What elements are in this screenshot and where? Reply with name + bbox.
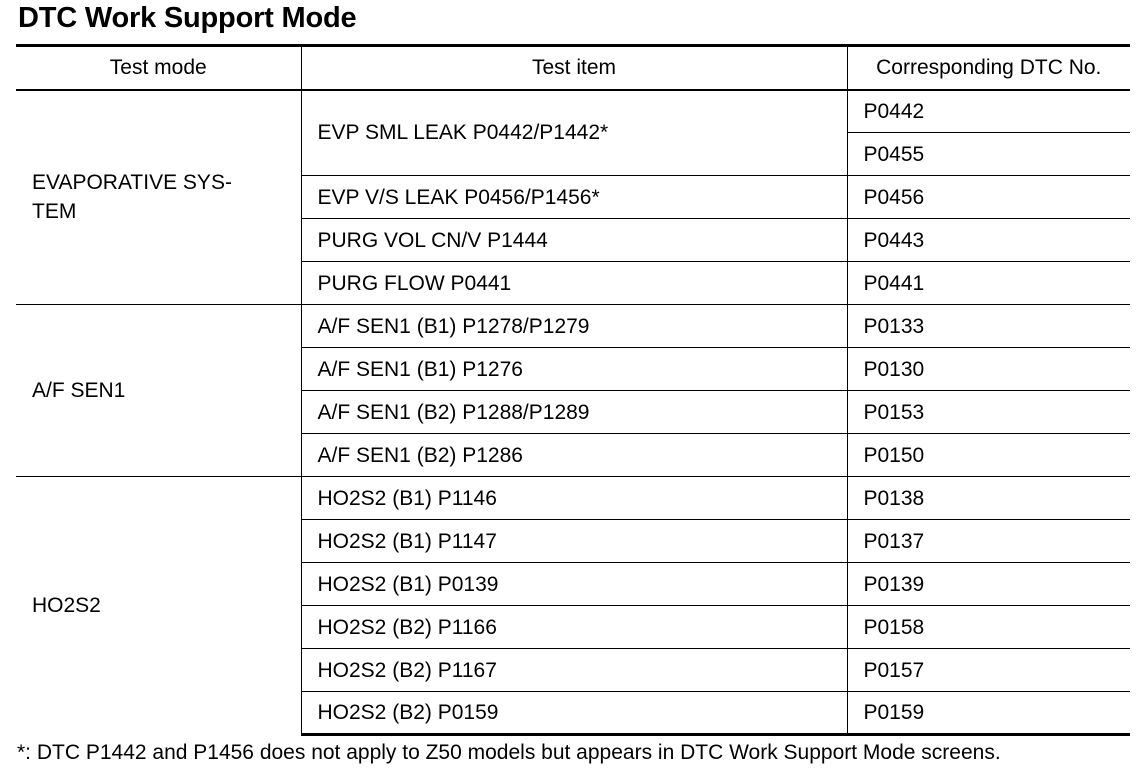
test-item-cell: HO2S2 (B2) P1167 [301, 649, 847, 692]
table-row [16, 477, 1130, 520]
test-item-cell: A/F SEN1 (B1) P1276 [301, 348, 847, 391]
test-mode-cell [16, 305, 301, 477]
test-mode-label: HO2S2 [32, 594, 101, 618]
test-item-cell: A/F SEN1 (B2) P1286 [301, 434, 847, 477]
dtc-cell: P0158 [847, 606, 1130, 649]
test-item-cell: PURG FLOW P0441 [301, 262, 847, 305]
header-test-item: Test item [301, 46, 847, 90]
footnote: *: DTC P1442 and P1456 does not apply to Z50 models but appears in DTC Work Support Mode screens. [17, 741, 1001, 764]
dtc-cell: P0443 [847, 219, 1130, 262]
dtc-cell: P0159 [847, 692, 1130, 735]
dtc-cell: P0153 [847, 391, 1130, 434]
table-header-row [16, 46, 1130, 90]
test-item-cell: HO2S2 (B1) P0139 [301, 563, 847, 606]
test-item-cell: A/F SEN1 (B2) P1288/P1289 [301, 391, 847, 434]
dtc-cell: P0139 [847, 563, 1130, 606]
test-mode-cell [16, 477, 301, 735]
test-mode-label: A/F SEN1 [32, 379, 126, 402]
dtc-cell: P0137 [847, 520, 1130, 563]
dtc-cell: P0442 [847, 90, 1130, 133]
table-row [16, 90, 1130, 133]
header-test-mode: Test mode [16, 46, 301, 90]
dtc-cell: P0150 [847, 434, 1130, 477]
test-mode-cell [16, 90, 301, 305]
test-item-cell: PURG VOL CN/V P1444 [301, 219, 847, 262]
table-row [16, 305, 1130, 348]
test-mode-label-line1: EVAPORATIVE SYS- [32, 171, 232, 195]
dtc-cell: P0157 [847, 649, 1130, 692]
test-item-cell: HO2S2 (B1) P1146 [301, 477, 847, 520]
dtc-cell: P0133 [847, 305, 1130, 348]
test-item-cell: HO2S2 (B2) P0159 [301, 692, 847, 735]
test-item-cell: EVP V/S LEAK P0456/P1456* [301, 176, 847, 219]
dtc-cell: P0455 [847, 133, 1130, 176]
dtc-cell: P0456 [847, 176, 1130, 219]
dtc-cell: P0130 [847, 348, 1130, 391]
dtc-cell: P0441 [847, 262, 1130, 305]
test-mode-label-line2: TEM [32, 200, 77, 224]
test-item-cell: A/F SEN1 (B1) P1278/P1279 [301, 305, 847, 348]
dtc-work-support-table [16, 44, 1130, 736]
test-item-cell: EVP SML LEAK P0442/P1442* [317, 121, 609, 145]
test-item-cell: HO2S2 (B1) P1147 [301, 520, 847, 563]
test-item-cell: HO2S2 (B2) P1166 [301, 606, 847, 649]
dtc-cell: P0138 [847, 477, 1130, 520]
header-dtc-no: Corresponding DTC No. [847, 46, 1130, 90]
page-title: DTC Work Support Mode [18, 2, 357, 34]
